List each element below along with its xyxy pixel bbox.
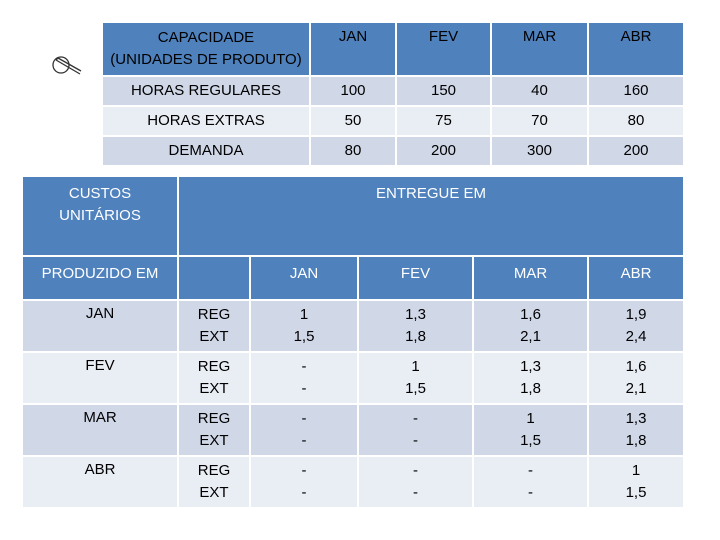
- cost-cell: [588, 300, 683, 352]
- ext-value: 1,8: [520, 380, 541, 397]
- reg-value: -: [528, 462, 533, 479]
- reg-value: -: [301, 358, 307, 375]
- type-cell: [178, 404, 250, 456]
- row-label: HORAS EXTRAS: [103, 106, 310, 136]
- type-reg: REG: [197, 306, 231, 323]
- table-row: [103, 76, 683, 106]
- table-cell: 80: [310, 136, 396, 166]
- table-cell: 200: [588, 136, 683, 166]
- cost-cell: [358, 456, 473, 508]
- cost-cell: [358, 404, 473, 456]
- type-cell: [178, 300, 250, 352]
- ext-value: 1,5: [520, 432, 541, 449]
- table-cell: 300: [491, 136, 588, 166]
- table-cell: 50: [310, 106, 396, 136]
- month-header-row: [23, 256, 683, 300]
- table-cell: 70: [491, 106, 588, 136]
- produced-month-label: FEV: [23, 352, 178, 404]
- type-reg: REG: [197, 462, 231, 479]
- type-reg: REG: [197, 410, 231, 427]
- type-header-empty: [178, 256, 250, 300]
- cost-cell: [250, 404, 358, 456]
- reg-value: 1,9: [625, 306, 647, 323]
- type-ext: EXT: [199, 328, 229, 345]
- pencil-icon: [52, 54, 82, 76]
- delivered-in-header: ENTREGUE EM: [178, 177, 683, 256]
- cost-cell: [473, 404, 588, 456]
- table-row: [23, 352, 683, 404]
- table-cell: 160: [588, 76, 683, 106]
- type-cell: [178, 456, 250, 508]
- capacity-header-cell: [103, 23, 310, 76]
- reg-value: 1: [411, 358, 420, 375]
- reg-value: -: [413, 410, 418, 427]
- cost-cell: [250, 456, 358, 508]
- reg-value: 1: [526, 410, 535, 427]
- cost-cell: [588, 352, 683, 404]
- reg-value: 1,6: [625, 358, 647, 375]
- row-label: DEMANDA: [103, 136, 310, 166]
- ext-value: 1,5: [405, 380, 426, 397]
- capacity-table: [103, 23, 683, 167]
- ext-value: 2,1: [520, 328, 541, 345]
- row-label: HORAS REGULARES: [103, 76, 310, 106]
- reg-value: 1,3: [520, 358, 541, 375]
- reg-value: -: [301, 462, 307, 479]
- ext-value: -: [413, 484, 418, 501]
- ext-value: 1,8: [625, 432, 647, 449]
- table-cell: 40: [491, 76, 588, 106]
- ext-value: 2,1: [625, 380, 647, 397]
- produced-month-label: ABR: [23, 456, 178, 508]
- cost-header-row: [23, 177, 683, 256]
- cost-cell: [250, 300, 358, 352]
- month-header: FEV: [358, 256, 473, 300]
- capacity-month-header: MAR: [491, 23, 588, 76]
- unit-cost-header: [23, 177, 178, 256]
- produced-month-label: MAR: [23, 404, 178, 456]
- table-row: [103, 136, 683, 166]
- table-row: [23, 456, 683, 508]
- unit-cost-line2: UNITÁRIOS: [59, 207, 141, 224]
- ext-value: -: [301, 380, 307, 397]
- ext-value: 1,5: [293, 328, 315, 345]
- month-header: MAR: [473, 256, 588, 300]
- capacity-header-row: [103, 23, 683, 76]
- table-row: [23, 300, 683, 352]
- table-cell: 80: [588, 106, 683, 136]
- table-cell: 100: [310, 76, 396, 106]
- cost-cell: [358, 352, 473, 404]
- capacity-month-header: FEV: [396, 23, 491, 76]
- unit-cost-table: [23, 177, 683, 509]
- capacity-title-line1: CAPACIDADE: [157, 29, 255, 46]
- reg-value: -: [413, 462, 418, 479]
- reg-value: 1,6: [520, 306, 541, 323]
- table-row: [103, 106, 683, 136]
- cost-cell: [588, 404, 683, 456]
- produced-month-label: JAN: [23, 300, 178, 352]
- month-header: ABR: [588, 256, 683, 300]
- reg-value: 1: [299, 306, 309, 323]
- capacity-month-header: JAN: [310, 23, 396, 76]
- ext-value: -: [301, 432, 307, 449]
- unit-cost-line1: CUSTOS: [68, 185, 132, 202]
- reg-value: -: [301, 410, 307, 427]
- table-row: [23, 404, 683, 456]
- table-cell: 150: [396, 76, 491, 106]
- cost-cell: [588, 456, 683, 508]
- reg-value: 1: [631, 462, 641, 479]
- cost-cell: [473, 300, 588, 352]
- cost-cell: [473, 352, 588, 404]
- ext-value: -: [413, 432, 418, 449]
- capacity-title-line2: (UNIDADES DE PRODUTO): [110, 51, 302, 68]
- table-cell: 200: [396, 136, 491, 166]
- ext-value: -: [528, 484, 533, 501]
- month-header: JAN: [250, 256, 358, 300]
- type-ext: EXT: [199, 484, 229, 501]
- type-ext: EXT: [199, 432, 229, 449]
- table-cell: 75: [396, 106, 491, 136]
- type-reg: REG: [197, 358, 231, 375]
- cost-cell: [473, 456, 588, 508]
- ext-value: 2,4: [625, 328, 647, 345]
- capacity-month-header: ABR: [588, 23, 683, 76]
- type-ext: EXT: [199, 380, 229, 397]
- reg-value: 1,3: [405, 306, 426, 323]
- cost-cell: [250, 352, 358, 404]
- ext-value: -: [301, 484, 307, 501]
- reg-value: 1,3: [625, 410, 647, 427]
- ext-value: 1,5: [625, 484, 647, 501]
- ext-value: 1,8: [405, 328, 426, 345]
- type-cell: [178, 352, 250, 404]
- produced-in-header: PRODUZIDO EM: [23, 256, 178, 300]
- cost-cell: [358, 300, 473, 352]
